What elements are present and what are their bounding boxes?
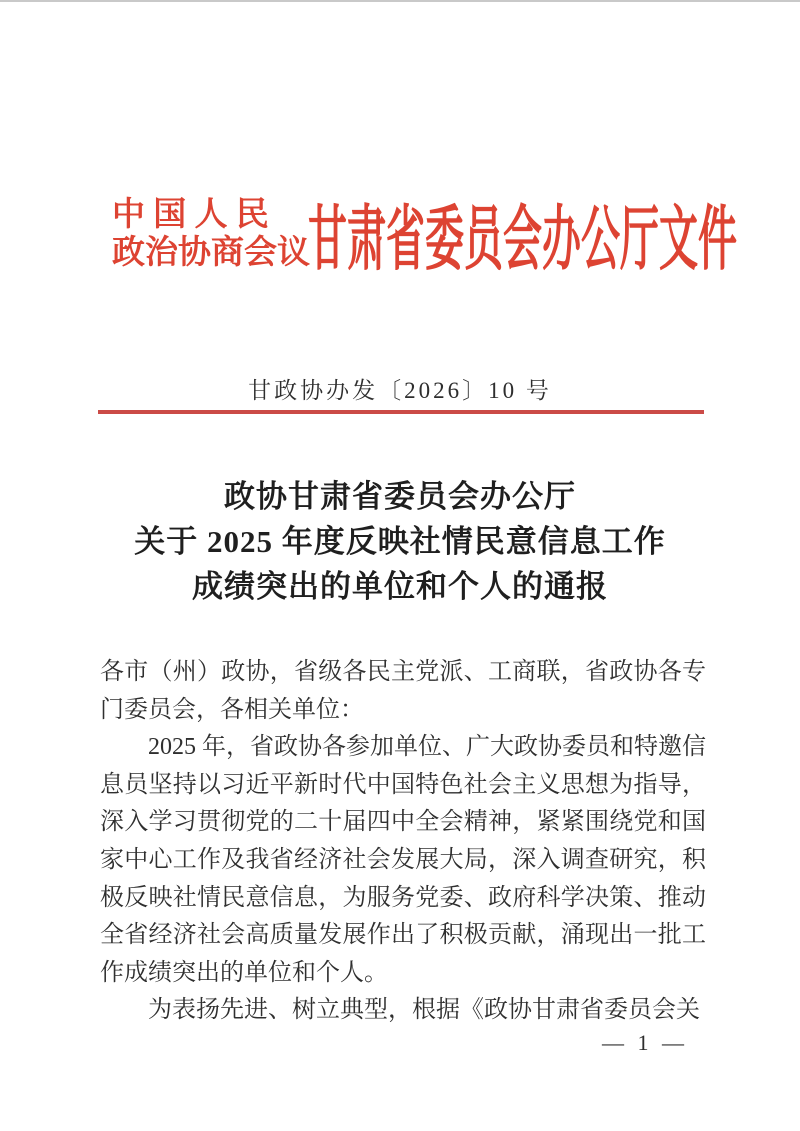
document-title-line2: 关于 2025 年度反映社情民意信息工作 [134,524,666,559]
body-paragraph-2: 为表扬先进、树立典型，根据《政协甘肃省委员会关 [148,997,700,1024]
letterhead-title-large: 甘肃省委员会办公厅文件 [308,201,738,279]
document-title [0,474,800,609]
letterhead [112,179,738,289]
letterhead-org-line2: 政治协商会议 [112,235,310,271]
page-number: — 1 — [602,1030,688,1055]
body-paragraph-1: 2025 年，省政协各参加单位、广大政协委员和特邀信息员坚持以习近平新时代中国特色社会主义思想为指导，深入学习贯彻党的二十届四中全会精神，紧紧围绕党和国家中心工作及我省经济社会发展大局，深入调查研究，积极反映社情民意信息，为服务党委、政府科学决策、推动全省经济社会高质量发展作出了积极贡献，涌现出一批工作成绩突出的单位和个人。 [100,734,706,986]
red-divider-line [98,410,704,414]
document-title-line3: 成绩突出的单位和个人的通报 [192,569,608,604]
letterhead-org-block [112,196,308,272]
letterhead-org-line1: 中 国 人 民 [112,197,269,233]
document-title-line1: 政协甘肃省委员会办公厅 [224,479,576,514]
document-number: 甘政协办发〔2026〕10 号 [248,378,552,403]
document-body [100,654,706,1030]
salutation-paragraph: 各市（州）政协，省级各民主党派、工商联，省政协各专门委员会，各相关单位： [100,659,706,723]
